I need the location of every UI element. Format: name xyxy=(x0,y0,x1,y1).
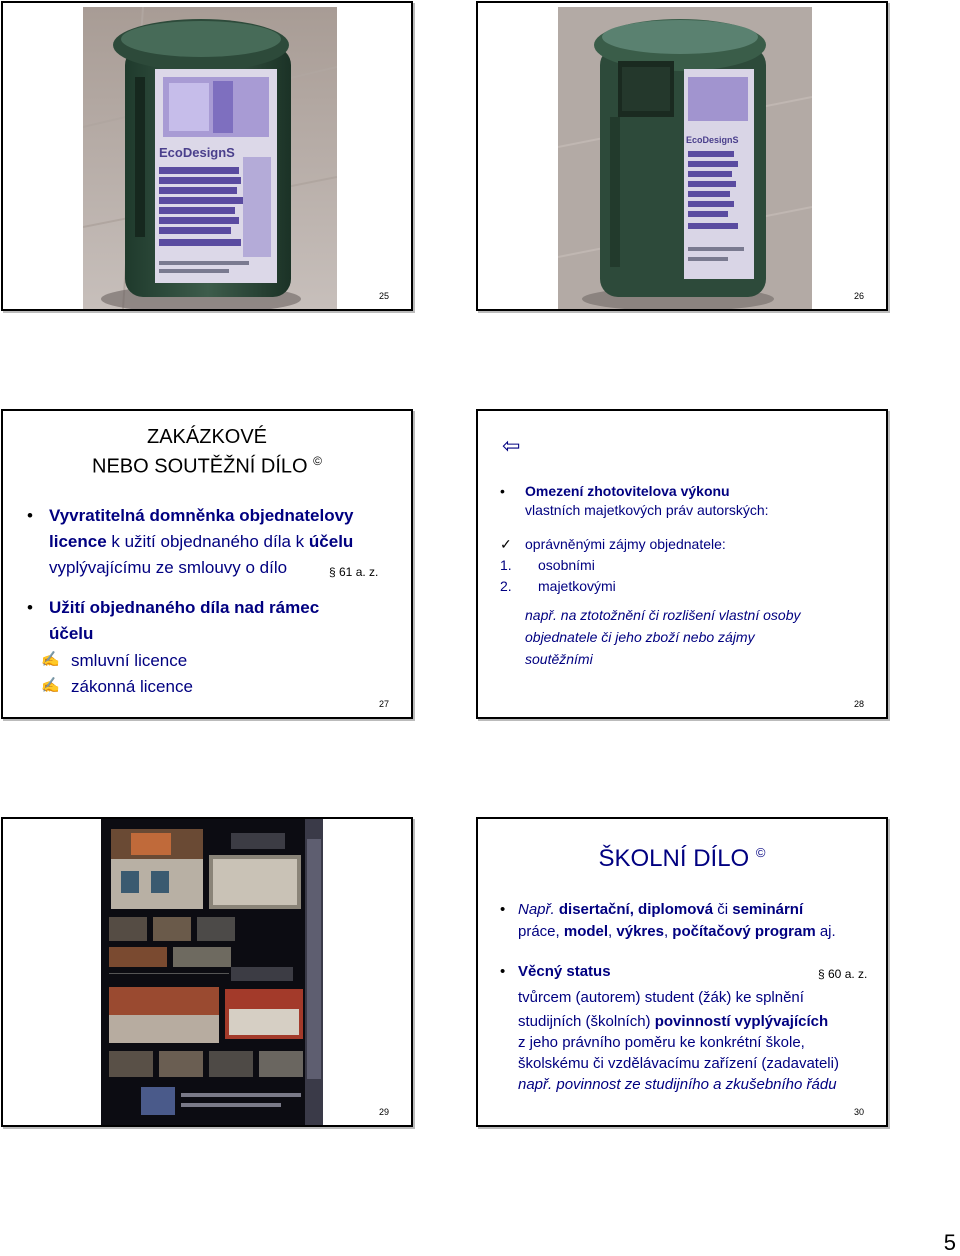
slide-title: ŠKOLNÍ DÍLO © xyxy=(598,845,766,872)
slide-number: 28 xyxy=(853,699,864,709)
example-text: např. na ztotožnění či rozlišení vlastní osoby objednatele či jeho zboží nebo zájmy soutěžními xyxy=(525,607,801,667)
slide-29 xyxy=(1,817,413,1127)
subitem-statutory-licence: ✍ zákonná licence xyxy=(41,677,193,696)
subitem-contract-licence: ✍ smluvní licence xyxy=(41,651,188,670)
slide-28 xyxy=(476,409,888,719)
bullet-limitation: Omezení zhotovitelova výkonu xyxy=(525,483,730,499)
bullet-examples-cont: práce, model, výkres, počítačový program aj. xyxy=(518,923,836,940)
list-item: majetkovými xyxy=(538,578,616,594)
page-number: 5 xyxy=(943,1230,956,1255)
left-arrow-icon: ⇦ xyxy=(502,433,521,458)
status-line-1: tvůrcem (autorem) student (žák) ke splnění xyxy=(518,989,804,1006)
copyright-symbol: © xyxy=(313,454,322,468)
slide-25 xyxy=(1,1,413,311)
bullet-limitation-cont: vlastních majetkových práv autorských: xyxy=(525,502,769,518)
status-line-5: např. povinnost ze studijního a zkušebního řádu xyxy=(518,1076,837,1093)
slide-title xyxy=(3,425,411,479)
bullet-use-beyond: • Užití objednaného díla nad rámec účelu xyxy=(27,598,320,643)
slide-number: 25 xyxy=(378,291,389,301)
checkmark-icon: ✓ xyxy=(500,536,512,552)
svg-text:EcoDesignS: EcoDesignS xyxy=(159,145,235,160)
architecture-poster xyxy=(101,819,323,1125)
svg-text:EcoDesignS: EcoDesignS xyxy=(686,135,739,145)
slide-number: 29 xyxy=(378,1107,389,1117)
slide-26 xyxy=(476,1,888,311)
slide-30 xyxy=(476,817,888,1127)
list-item-number: 2. xyxy=(500,578,512,594)
legal-reference: § 61 a. z. xyxy=(329,565,379,579)
bin-photo xyxy=(558,7,812,309)
bullet-dot: • xyxy=(500,901,506,918)
slide-number: 30 xyxy=(853,1107,864,1117)
slide-27 xyxy=(1,409,413,719)
legal-reference: § 60 a. z. xyxy=(818,967,868,981)
title-line-1: ZAKÁZKOVÉ xyxy=(146,426,268,448)
bullet-dot: • xyxy=(500,483,505,499)
slide-number: 27 xyxy=(378,699,389,709)
pointing-hand-icon: ✍ xyxy=(41,677,60,694)
status-line-4: školskému či vzdělávacímu zařízení (zadavateli) xyxy=(518,1055,839,1072)
copyright-symbol: © xyxy=(755,845,766,860)
status-line-3: z jeho právního poměru ke konkrétní škole, xyxy=(518,1034,805,1051)
list-item-number: 1. xyxy=(500,557,512,573)
bullet-presumption: • Vyvratitelná domněnka objednatelovy licence k užití objednaného díla k účelu vyplývajícímu ze smlouvy o dílo xyxy=(27,506,354,577)
title-line-2: NEBO SOUTĚŽNÍ DÍLO © xyxy=(92,454,322,478)
bin-photo xyxy=(83,7,337,309)
check-item: oprávněnými zájmy objednatele: xyxy=(525,536,726,552)
list-item: osobními xyxy=(538,557,595,573)
pointing-hand-icon: ✍ xyxy=(41,651,60,668)
bullet-examples: Např. disertační, diplomová či seminární xyxy=(518,901,804,918)
status-line-2: studijních (školních) povinností vyplývajících xyxy=(518,1013,829,1030)
bullet-dot: • xyxy=(500,963,506,980)
bullet-status: Věcný status xyxy=(518,963,611,980)
slide-number: 26 xyxy=(853,291,864,301)
